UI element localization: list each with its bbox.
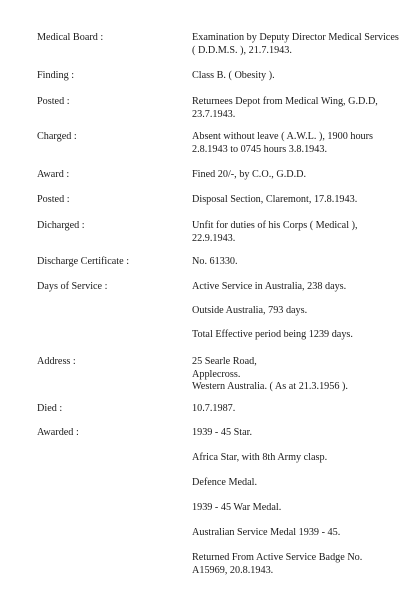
row-label-posted-2: Posted : [37, 194, 70, 205]
row-value-africa-star: Africa Star, with 8th Army clasp. [192, 452, 328, 463]
row-label-awarded: Awarded : [37, 427, 79, 438]
row-label-address: Address : [37, 356, 76, 367]
row-value-charged: Absent without leave ( A.W.L. ), 1900 hours 2.8.1943 to 0745 hours 3.8.1943. [192, 131, 373, 155]
row-label-discharged: Dicharged : [37, 220, 85, 231]
row-label-days-of-service: Days of Service : [37, 281, 108, 292]
row-label-posted: Posted : [37, 96, 70, 107]
row-value-returned-badge: Returned From Active Service Badge No. A15969, 20.8.1943. [192, 552, 363, 576]
row-label-medical-board: Medical Board : [37, 32, 104, 43]
row-label-charged: Charged : [37, 131, 77, 142]
row-value-finding: Class B. ( Obesity ). [192, 70, 275, 81]
row-label-died: Died : [37, 403, 63, 414]
row-value-posted-2: Disposal Section, Claremont, 17.8.1943. [192, 194, 358, 205]
row-value-war-medal: 1939 - 45 War Medal. [192, 502, 282, 513]
row-label-award: Award : [37, 169, 70, 180]
row-value-died: 10.7.1987. [192, 403, 236, 414]
row-value-defence-medal: Defence Medal. [192, 477, 258, 488]
row-value-active-service-australia: Active Service in Australia, 238 days. [192, 281, 347, 292]
row-label-finding: Finding : [37, 70, 75, 81]
row-value-medical-board: Examination by Deputy Director Medical Services ( D.D.M.S. ), 21.7.1943. [192, 32, 399, 56]
row-value-award: Fined 20/-, by C.O., G.D.D. [192, 169, 307, 180]
row-value-address: 25 Searle Road, Applecross. Western Australia. ( As at 21.3.1956 ). [192, 356, 348, 392]
row-value-1939-45-star: 1939 - 45 Star. [192, 427, 252, 438]
row-value-australian-service-medal: Australian Service Medal 1939 - 45. [192, 527, 341, 538]
row-value-total-effective-period: Total Effective period being 1239 days. [192, 329, 353, 340]
row-value-discharged: Unfit for duties of his Corps ( Medical ), 22.9.1943. [192, 220, 358, 244]
row-value-posted: Returnees Depot from Medical Wing, G.D.D, 23.7.1943. [192, 96, 378, 120]
row-label-discharge-certificate: Discharge Certificate : [37, 256, 130, 267]
row-value-discharge-certificate: No. 61330. [192, 256, 238, 267]
row-value-outside-australia: Outside Australia, 793 days. [192, 305, 308, 316]
